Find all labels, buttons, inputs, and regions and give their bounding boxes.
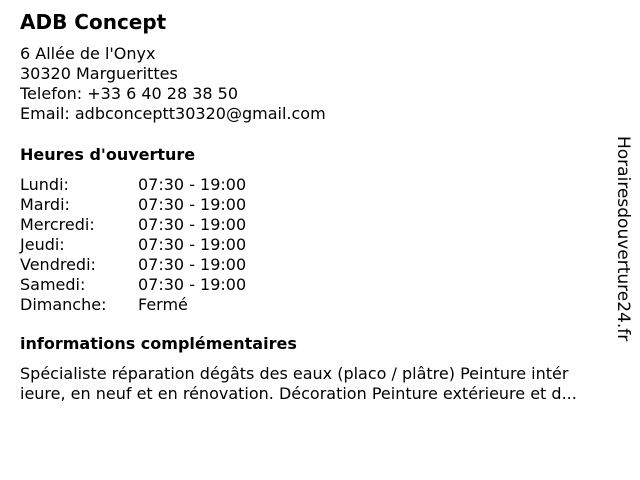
hours-row: [20, 195, 246, 215]
postal-city: 30320 Marguerittes: [20, 64, 178, 83]
hours-table: [20, 175, 246, 315]
info-line: ieure, en neuf et en rénovation. Décoration Peinture extérieure et d...: [20, 384, 577, 403]
hours-row: [20, 175, 246, 195]
hours-row: [20, 235, 246, 255]
hours-row: [20, 215, 246, 235]
hours-row: [20, 275, 246, 295]
hours-day: Mercredi:: [20, 215, 95, 234]
hours-day: Samedi:: [20, 275, 86, 294]
watermark-text: Horairesdouverture24.fr: [613, 136, 633, 342]
hours-row: [20, 255, 246, 275]
hours-day: Jeudi:: [20, 235, 65, 254]
street-address: 6 Allée de l'Onyx: [20, 44, 156, 63]
hours-time: 07:30 - 19:00: [138, 195, 247, 214]
hours-row: [20, 295, 246, 315]
hours-time: 07:30 - 19:00: [138, 215, 247, 234]
hours-heading: Heures d'ouverture: [20, 145, 196, 164]
hours-day: Mardi:: [20, 195, 70, 214]
hours-time: 07:30 - 19:00: [138, 275, 247, 294]
watermark: [612, 136, 634, 346]
hours-time: 07:30 - 19:00: [138, 255, 247, 274]
info-description: [20, 364, 630, 404]
info-line: Spécialiste réparation dégâts des eaux (placo / plâtre) Peinture intér: [20, 364, 569, 383]
hours-day: Lundi:: [20, 175, 69, 194]
email-address: Email: adbconceptt30320@gmail.com: [20, 104, 326, 123]
hours-time: Fermé: [138, 295, 188, 314]
hours-time: 07:30 - 19:00: [138, 175, 247, 194]
hours-day: Vendredi:: [20, 255, 96, 274]
phone-number: Telefon: +33 6 40 28 38 50: [20, 84, 239, 103]
hours-day: Dimanche:: [20, 295, 107, 314]
hours-time: 07:30 - 19:00: [138, 235, 247, 254]
info-heading: informations complémentaires: [20, 334, 297, 353]
address-block: [20, 44, 326, 124]
business-name: ADB Concept: [20, 10, 167, 34]
